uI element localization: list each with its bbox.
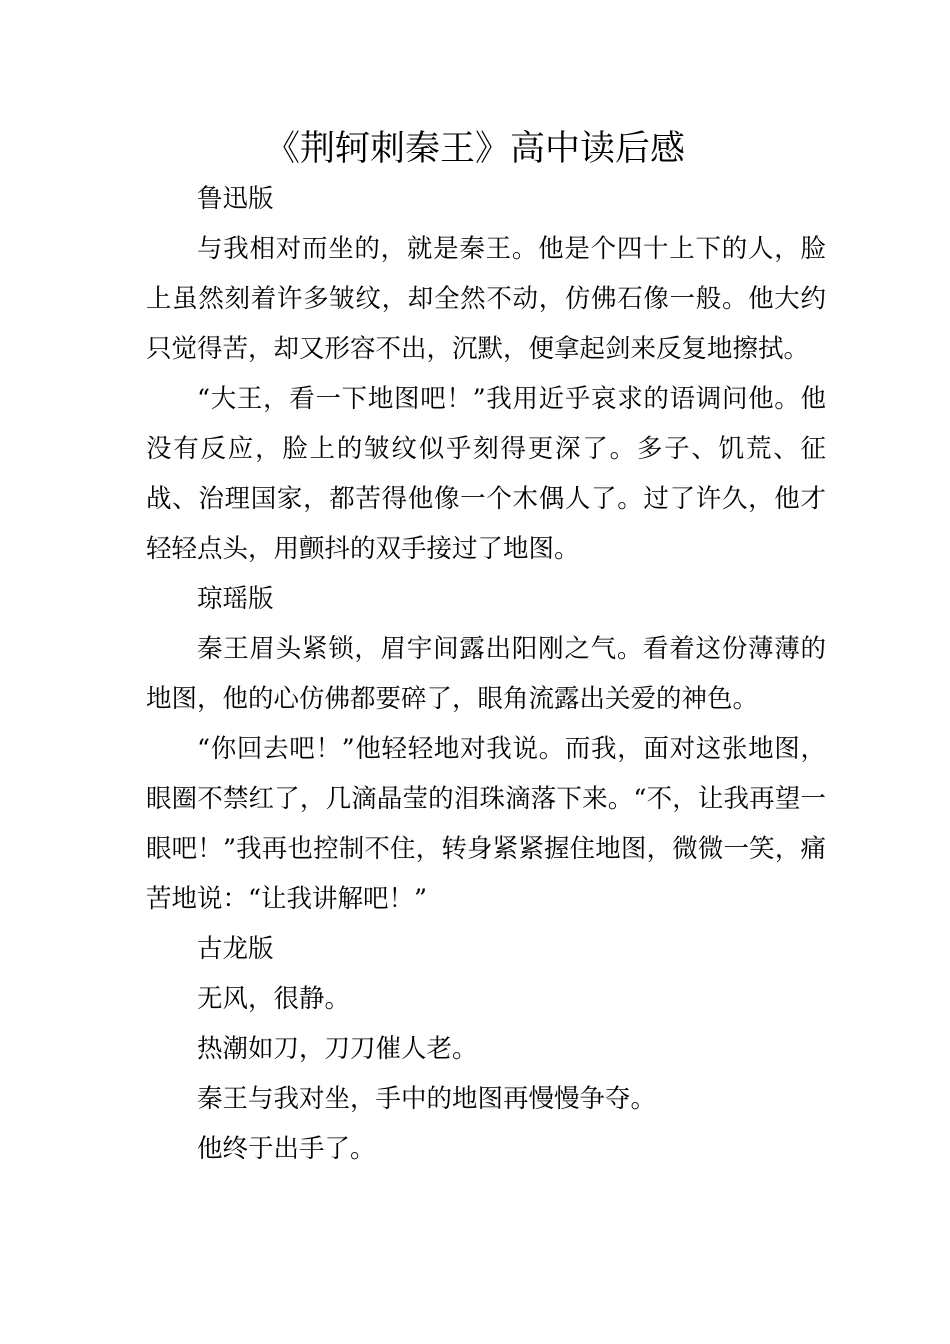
document-body	[146, 174, 826, 1174]
paragraph: “你回去吧！”他轻轻地对我说。而我，面对这张地图，眼圈不禁红了，几滴晶莹的泪珠滴落下来。“不，让我再望一眼吧！”我再也控制不住，转身紧紧握住地图，微微一笑，痛苦地说：“让我讲解吧！”	[146, 734, 826, 914]
section-heading-luxun: 鲁迅版	[197, 184, 274, 214]
section-heading-gulong: 古龙版	[197, 934, 274, 964]
paragraph: 秦王眉头紧锁，眉宇间露出阳刚之气。看着这份薄薄的地图，他的心仿佛都要碎了，眼角流露出关爱的神色。	[146, 634, 826, 714]
section-heading-qiongyao: 琼瑶版	[197, 584, 274, 614]
paragraph: 无风，很静。	[197, 984, 351, 1014]
paragraph: 秦王与我对坐，手中的地图再慢慢争夺。	[197, 1084, 657, 1114]
paragraph: 与我相对而坐的，就是秦王。他是个四十上下的人，脸上虽然刻着许多皱纹，却全然不动，仿佛石像一般。他大约只觉得苦，却又形容不出，沉默，便拿起剑来反复地擦拭。	[146, 234, 826, 364]
paragraph: 热潮如刀，刀刀催人老。	[197, 1034, 478, 1064]
paragraph: “大王，看一下地图吧！”我用近乎哀求的语调问他。他没有反应，脸上的皱纹似乎刻得更深了。多子、饥荒、征战、治理国家，都苦得他像一个木偶人了。过了许久，他才轻轻点头，用颤抖的双手接过了地图。	[146, 384, 826, 564]
document-title: 《荆轲刺秦王》高中读后感	[264, 129, 685, 169]
paragraph: 他终于出手了。	[197, 1134, 376, 1164]
